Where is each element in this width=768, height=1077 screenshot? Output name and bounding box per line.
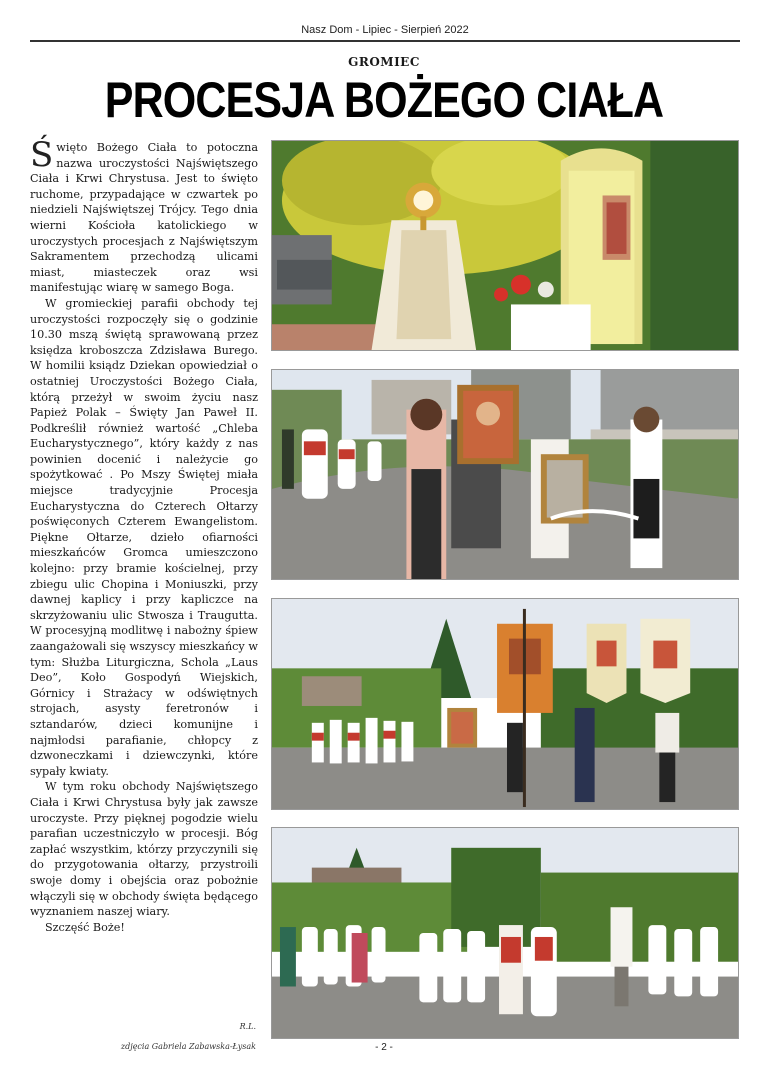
photo-credit: zdjęcia Gabriela Zabawska-Łysak <box>120 1042 256 1051</box>
closing-line: Szczęść Boże! <box>45 920 125 934</box>
paragraph-3: W tym roku obchody Najświętszego Ciała i Krwi Chrystusa były jak zawsze uroczyste. Przy pięknej pogodzie wielu parafian uczestniczyło w procesji. Bóg zapłać wszystkim, którzy przyczynili się do przygotowania ołtarzy, przystroili swoje domy i obejścia oraz pobożnie włączyli się w obchody święta będącego wyznaniem naszej wiary. <box>30 780 258 919</box>
photo-procession-banners <box>271 598 739 810</box>
paragraph-1-text: więto Bożego Ciała to potoczna nazwa uroczystości Najświętszego Ciała i Krwi Chrystusa. Jest to święto ruchome, przypadające w czwartek po niedzieli Najświętszej Trójcy. Tego dnia wierni Kościoła katolickiego w uroczystych procesjach z Najświętszym Sakramentem przechodzą ulicami miast, miasteczek oraz wsi manifestując wiarę w samego Boga. <box>30 141 258 295</box>
drop-cap: Ś <box>30 135 54 175</box>
photo-procession-icons <box>271 369 739 580</box>
author-initials: R.L. <box>239 1022 256 1031</box>
running-header: Nasz Dom - Lipiec - Sierpień 2022 <box>301 24 469 36</box>
photo-procession-banners-icon <box>272 599 738 809</box>
photo-procession-children-icon <box>272 828 738 1038</box>
photo-procession-icons-icon <box>272 370 738 579</box>
article-title: PROCESJA BOŻEGO CIAŁA <box>104 72 664 128</box>
photo-procession-children <box>271 827 739 1039</box>
paragraph-2: W gromieckiej parafii obchody tej uroczystości rozpoczęły się o godzinie 10.30 mszą świętą sprawowaną przez księdza kroboszcza Zdzisława Burego. W homilii ksiądz Dziekan opowiedział o ostatniej Uroczystości Bożego Ciała, którą przeżył w swoim życiu nasz Papież Polak – Święty Jan Paweł II. Podkreślił również wartość „Chleba Eucharystycznego”, który każdy z nas powinien docenić i należycie go spożytkować . Po Mszy Świętej miała miejsce tradycyjnie Procesja Eucharystyczna do Czterech Ołtarzy poświęconych Czterem Ewangelistom. Piękne Ołtarze, dzieło ofiarności mieszkańców Gromca umieszczono kolejno: przy bramie kościelnej, przy zbiegu ulic Chopina i Moniuszki, przy dawnej kaplicy i przy kapliczce na skrzyżowaniu ulic Stwosza i Traugutta. W procesyjną modlitwę i nabożny śpiew zaangażowali się wszyscy mieszkańcy w tym: Służba Liturgiczna, Schola „Laus Deo”, Koło Gospodyń Wiejskich, Górnicy i Strażacy w odświętnych strojach, asysty feretronów i sztandarów, dzieci komunijne i najmłodsi parafianie, chłopcy z dzwoneczkami i dziewczynki, które sypały kwiaty. <box>30 296 258 778</box>
page-number: - 2 - <box>375 1042 393 1053</box>
article-body <box>30 135 258 935</box>
photo-altar-monstrance <box>271 140 739 351</box>
header-rule <box>30 40 740 42</box>
article-kicker: GROMIEC <box>348 55 420 69</box>
photo-altar-monstrance-icon <box>272 141 738 350</box>
paragraph-1 <box>30 135 258 296</box>
